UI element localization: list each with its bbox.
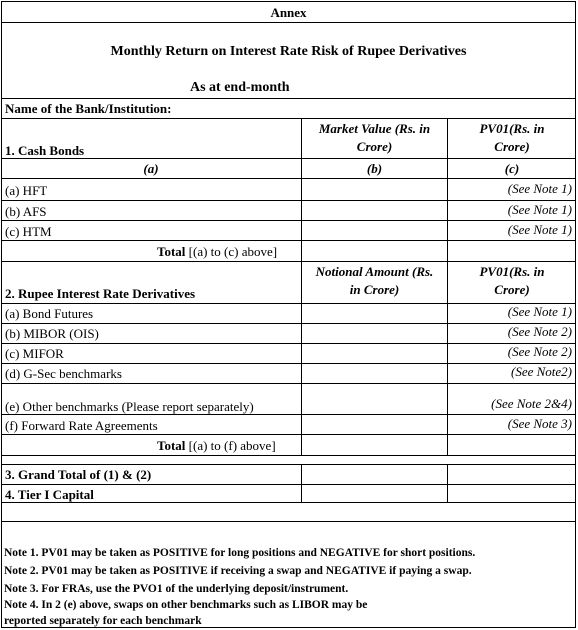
footnote: Note 3. For FRAs, use the PVO1 of the underlying deposit/instrument. [4,583,349,595]
row-label: (a) Bond Futures [5,306,94,321]
section-derivatives-title: 2. Rupee Interest Rate Derivatives [5,286,196,301]
row-note: (See Note 2) [507,324,572,339]
column-divider [447,464,448,502]
column-divider [301,464,302,502]
footnote: Note 2. PV01 may be taken as POSITIVE if receiving a swap and NEGATIVE if paying a swap. [4,565,472,577]
bank-name-label: Name of the Bank/Institution: [5,101,172,116]
as-at-label: As at end-month [190,80,290,95]
divider [1,455,576,456]
divider [1,261,576,262]
divider [1,98,576,99]
divider [1,178,576,179]
tier-one-capital-label: 4. Tier I Capital [5,487,94,502]
divider [1,464,576,465]
divider [1,414,576,415]
row-label: (a) HFT [5,183,48,198]
divider [1,521,576,522]
footnote: reported separately for each benchmark [4,615,202,627]
annex-label: Annex [270,5,307,20]
divider [1,220,576,221]
row-note: (See Note 1) [507,181,572,196]
row-label: (b) AFS [5,204,47,219]
row-label: (d) G-Sec benchmarks [5,366,122,381]
row-note: (See Note 1) [507,202,572,217]
row-note: (See Note 2) [507,344,572,359]
divider [1,118,576,119]
total-row-derivatives: Total [(a) to (f) above] [157,438,276,453]
divider [1,22,576,23]
notional-amount-header: Notional Amount (Rs. in Crore) [315,264,434,297]
section-cash-bonds-title: 1. Cash Bonds [5,143,85,158]
row-note: (See Note 3) [507,416,572,431]
row-note: (See Note 1) [507,304,572,319]
row-note: (See Note 1) [507,222,572,237]
divider [1,200,576,201]
divider [1,383,576,384]
row-label: (b) MIBOR (OIS) [5,326,99,341]
row-label: (c) HTM [5,224,52,239]
col-a-label: (a) [143,161,159,176]
market-value-header: Market Value (Rs. in Crore) [318,121,431,154]
page-title: Monthly Return on Interest Rate Risk of Rupee Derivatives [110,44,467,59]
row-label: (c) MIFOR [5,346,64,361]
divider [1,502,576,503]
pv01-header: PV01(Rs. in Crore) [479,121,545,154]
row-note: (See Note2) [510,364,572,379]
grand-total-label: 3. Grand Total of (1) & (2) [5,467,152,482]
footnote: Note 1. PV01 may be taken as POSITIVE for long positions and NEGATIVE for short positions. [4,547,476,559]
row-label: (e) Other benchmarks (Please report separately) [5,399,254,414]
row-note: (See Note 2&4) [491,396,572,411]
row-label: (f) Forward Rate Agreements [5,418,158,433]
col-c-label: (c) [504,161,520,176]
footnote: Note 4. In 2 (e) above, swaps on other benchmarks such as LIBOR may be [4,599,368,611]
col-b-label: (b) [366,161,383,176]
divider [1,158,576,159]
divider [1,484,576,485]
divider [1,434,576,435]
pv01-header: PV01(Rs. in Crore) [479,264,545,297]
divider [1,240,576,241]
total-row-cash-bonds: Total [(a) to (c) above] [157,244,278,259]
